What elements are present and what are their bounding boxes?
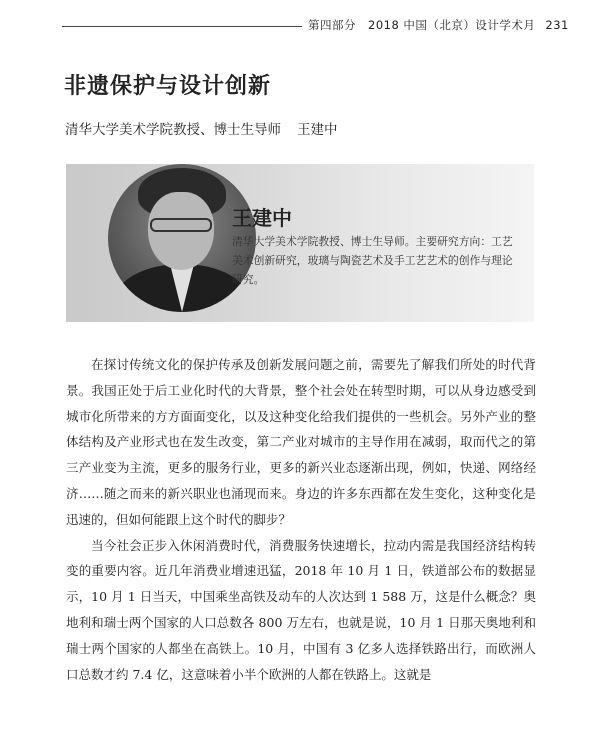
page-number: 231 [545, 18, 569, 32]
author-line [65, 118, 338, 138]
running-title: 第四部分 2018 中国（北京）设计学术月 [308, 18, 536, 32]
bio-name: 王建中 [232, 206, 292, 230]
author-name: 王建中 [297, 122, 338, 138]
running-header [308, 17, 569, 33]
bio-text: 清华大学美术学院教授、博士生导师。主要研究方向：工艺美术创新研究，玻璃与陶瓷艺术及手工艺艺术的创作与理论研究。 [232, 235, 513, 286]
article-body [66, 352, 536, 687]
article-title: 非遗保护与设计创新 [64, 74, 272, 99]
author-affiliation: 清华大学美术学院教授、博士生导师 [65, 122, 281, 138]
body-paragraph: 当今社会正步入休闲消费时代，消费服务快速增长，拉动内需是我国经济结构转变的重要内容。近几年消费业增速迅猛，2018 年 10 月 1 日，铁道部公布的数据显示，10 月 1 日当天，中国乘坐高铁及动车的人次达到 1 588 万，这是什么概念？奥地利和瑞士两个国家的人口总数各 800 万左右，也就是说，10 月 1 日那天奥地利和瑞士两个国家的人都坐在高铁上。10 月，中国有 3 亿多人选择铁路出行，而欧洲人口总数才约 7.4 亿，这意味着小半个欧洲的人都在铁路上。这就是 [66, 537, 536, 682]
header-rule [62, 26, 302, 27]
body-paragraph: 在探讨传统文化的保护传承及创新发展问题之前，需要先了解我们所处的时代背景。我国正处于后工业化时代的大背景，整个社会处在转型时期，可以从身边感受到城市化所带来的方方面面变化，以及这种变化给我们提供的一些机会。另外产业的整体结构及产业形式也在发生改变，第二产业对城市的主导作用在减弱，取而代之的第三产业变为主流，更多的服务行业，更多的新兴业态逐渐出现，例如，快递、网络经济……随之而来的新兴职业也涌现而来。身边的许多东西都在发生变化，这种变化是迅速的，但如何能跟上这个时代的脚步？ [66, 357, 536, 527]
